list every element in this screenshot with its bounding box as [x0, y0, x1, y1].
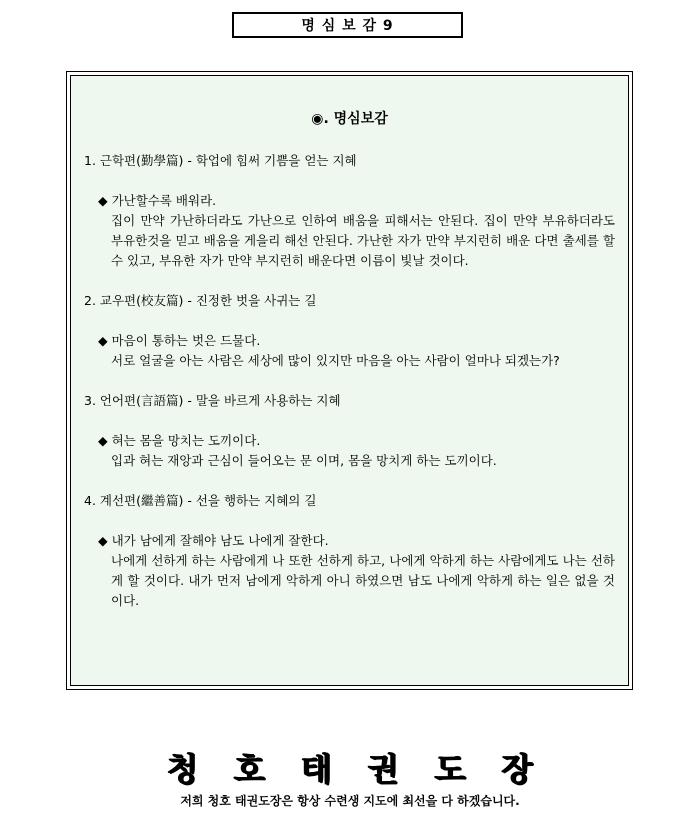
point-body: 서로 얼굴을 아는 사람은 세상에 많이 있지만 마음을 아는 사람이 얼마나 되겠는가? [111, 353, 560, 368]
content-frame [66, 71, 633, 690]
content-panel [70, 75, 629, 686]
section-1 [84, 151, 615, 271]
point-body: 입과 혀는 재앙과 근심이 들어오는 문 이며, 몸을 망치게 하는 도끼이다. [111, 453, 497, 468]
section-title: 3. 언어편(言語篇) - 말을 바르게 사용하는 지혜 [84, 393, 341, 408]
section-title: 1. 근학편(勤學篇) - 학업에 힘써 기쁨을 얻는 지혜 [84, 153, 357, 168]
section-4 [84, 491, 615, 611]
point-title: ◆ 혀는 몸을 망치는 도끼이다. [98, 433, 261, 448]
page-title: 명 심 보 감 9 [232, 12, 463, 38]
section-2 [84, 291, 615, 371]
point-title: ◆ 내가 남에게 잘해야 남도 나에게 잘한다. [98, 533, 329, 548]
section-3 [84, 391, 615, 471]
sections-list [84, 151, 615, 631]
school-name: 청호태권도장 [167, 750, 569, 788]
point-title: ◆ 가난할수록 배워라. [98, 193, 217, 208]
section-title: 4. 계선편(繼善篇) - 선을 행하는 지혜의 길 [84, 493, 317, 508]
point-body: 나에게 선하게 하는 사람에게 나 또한 선하게 하고, 나에게 악하게 하는 사람에게도 나는 선하게 할 것이다. 내가 먼저 남에게 악하게 아니 하였으면 남도 나에게 악하게 하는 일은 없을 것이다. [111, 553, 615, 608]
point-body: 집이 만약 가난하더라도 가난으로 인하여 배움을 피해서는 안된다. 집이 만약 부유하더라도 부유한것을 믿고 배움을 게을리 해선 안된다. 가난한 자가 만약 부지런히 배운 다면 출세를 할 수 있고, 부유한 자가 만약 부지런히 배운다면 이름이 빛날 것이다. [111, 213, 615, 268]
section-heading: ◉. 명심보감 [311, 111, 388, 127]
school-motto: 저희 청호 태권도장은 항상 수련생 지도에 최선을 다 하겠습니다. [180, 794, 520, 808]
section-title: 2. 교우편(校友篇) - 진정한 벗을 사귀는 길 [84, 293, 317, 308]
point-title: ◆ 마음이 통하는 벗은 드물다. [98, 333, 261, 348]
